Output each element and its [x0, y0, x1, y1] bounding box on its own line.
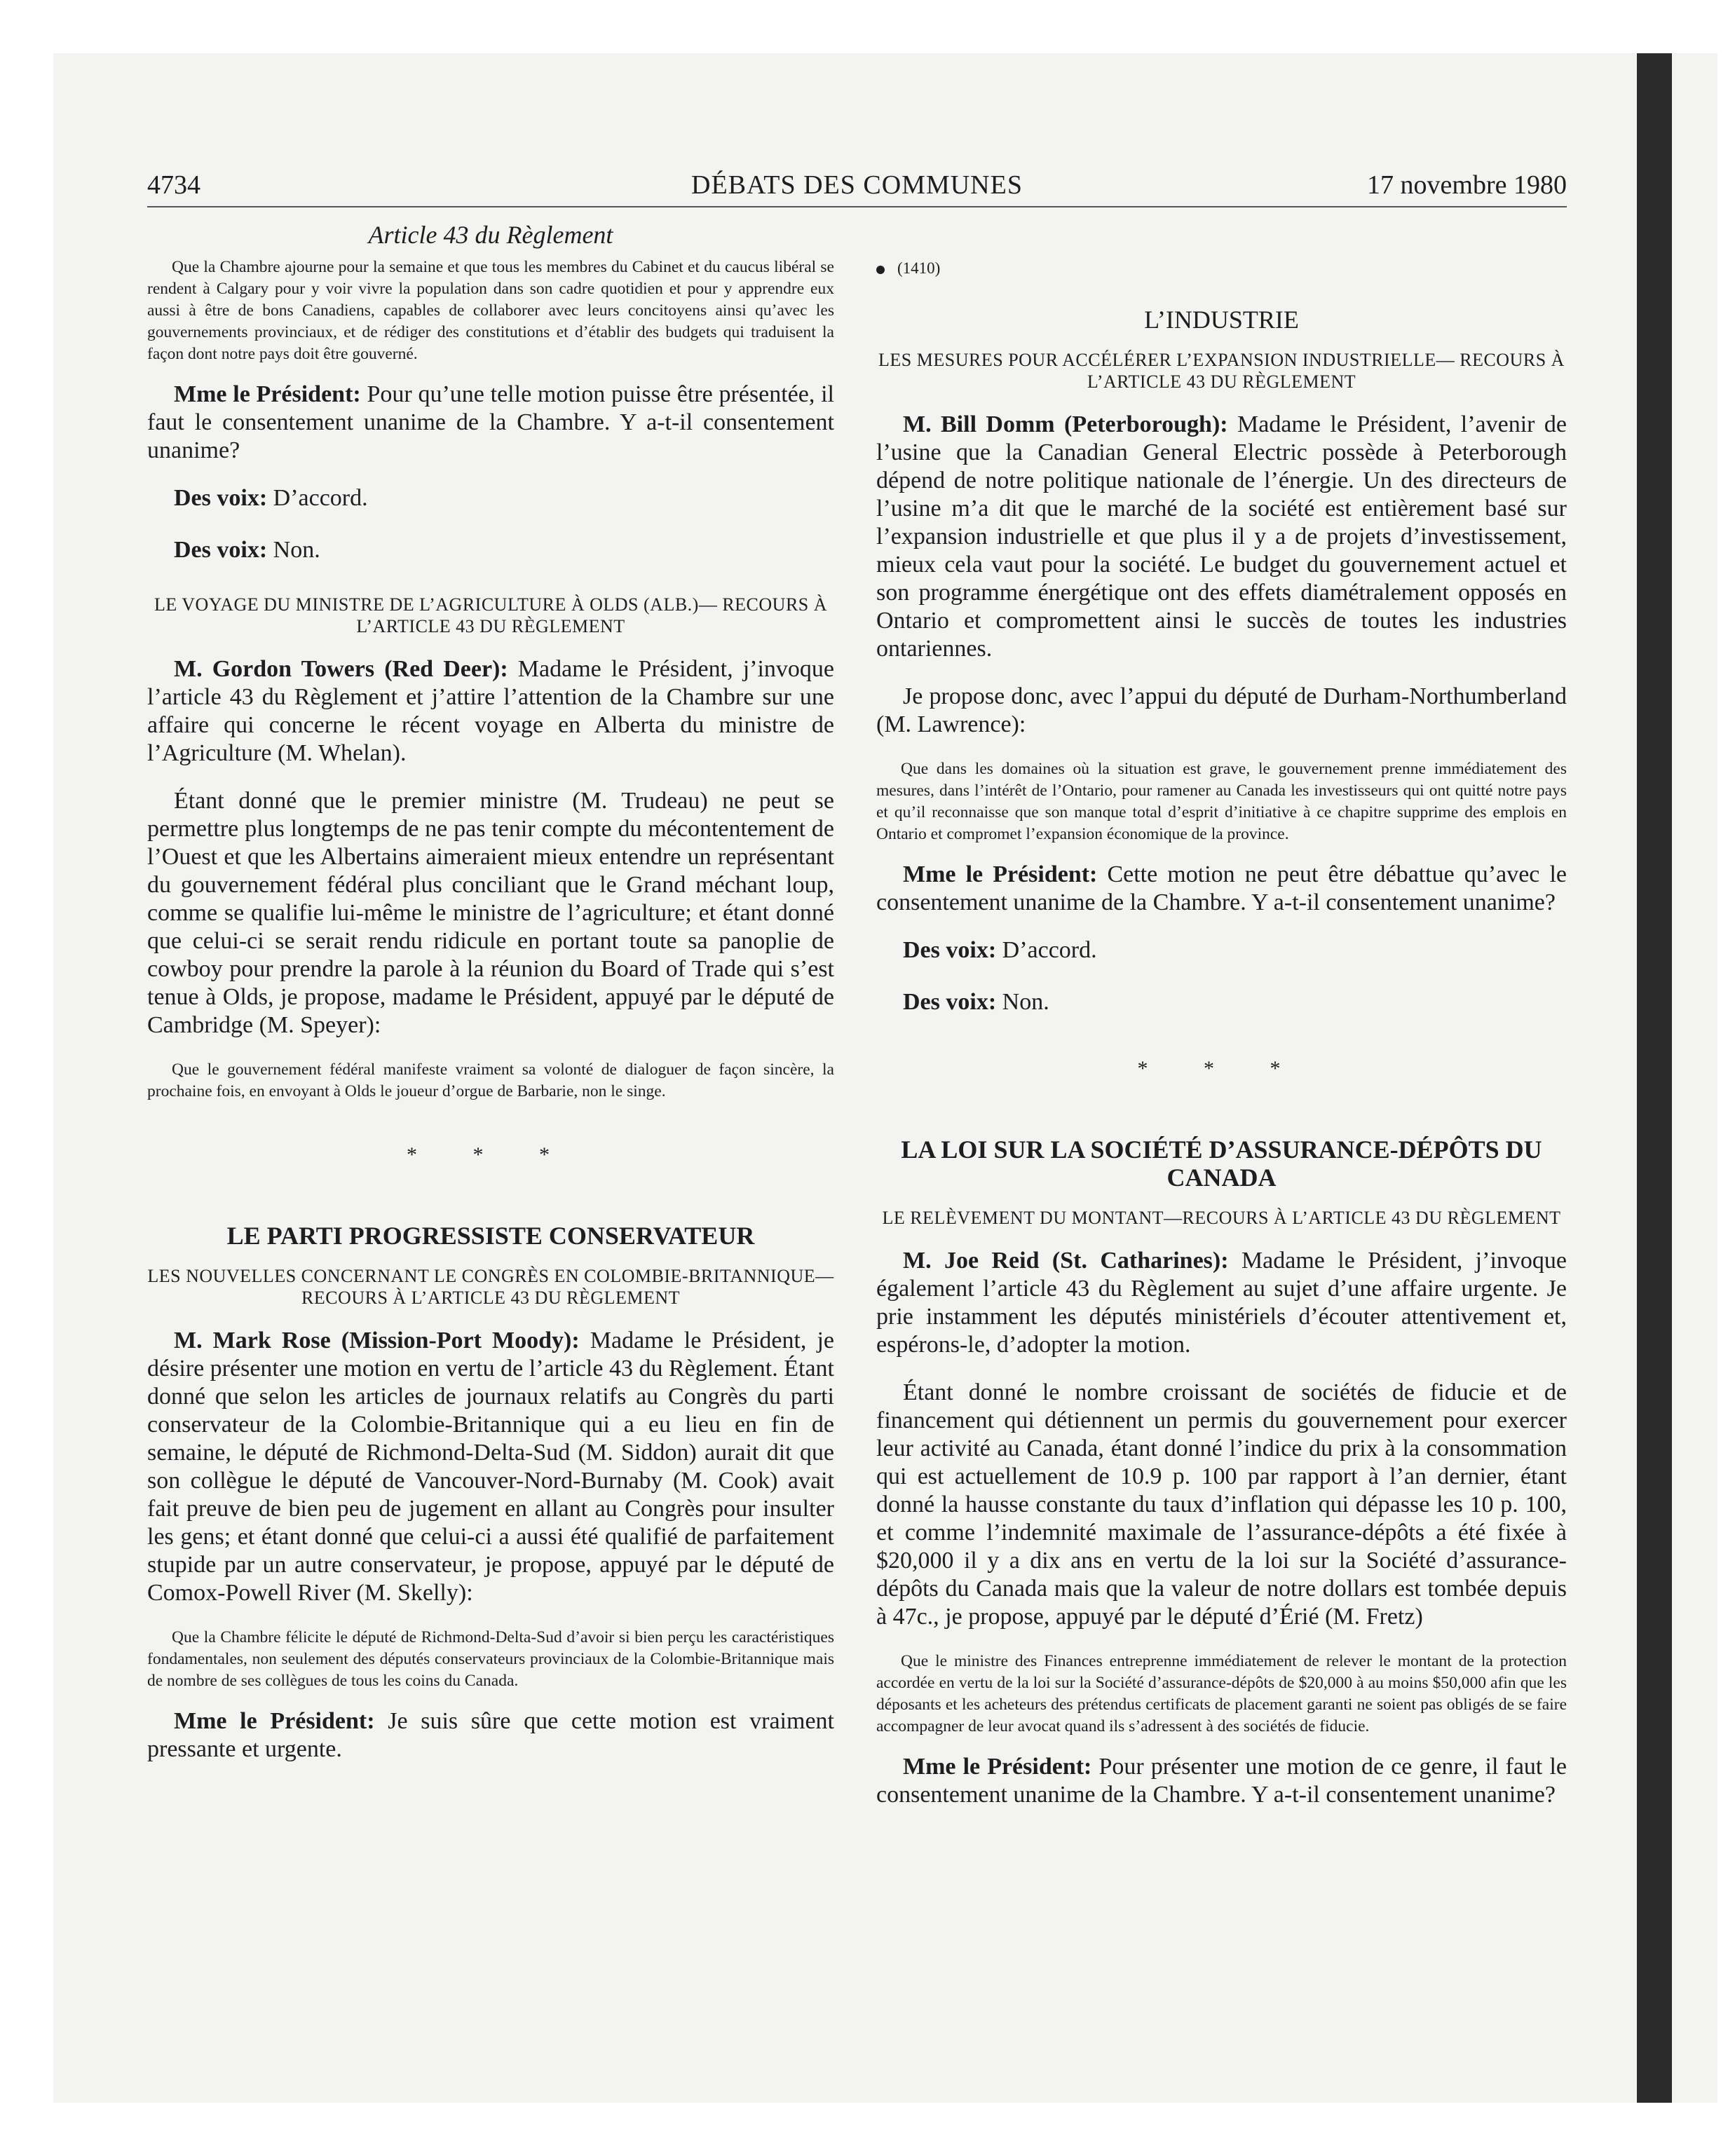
publication-title: DÉBATS DES COMMUNES	[691, 170, 1023, 200]
speech-text: Je suis sûre que cette motion est vraiment pressante et urgente.	[147, 1708, 834, 1762]
section-title: Article 43 du Règlement	[368, 221, 613, 249]
section-heading: LE PARTI PROGRESSISTE CONSERVATEUR	[226, 1222, 755, 1250]
publication-date: 17 novembre 1980	[1367, 170, 1567, 200]
speech-text: Pour présenter une motion de ce genre, il faut le consentement unanime de la Chambre. Y a-t-il consentement unanime?	[876, 1754, 1567, 1808]
speech-text: D’accord.	[267, 485, 368, 511]
speech-text: Madame le Président, je désire présenter une motion en vertu de l’article 43 du Règlement. Étant donné que selon les articles de journaux relatifs au Congrès du parti conservateur de la Colombie-Britannique qui a eu lieu en fin de semaine, le député de Richmond-Delta-Sud (M. Siddon) aurait dit que son collègue le député de Vancouver-Nord-Burnaby (M. Cook) avait fait preuve de bien peu de jugement en allant au Congrès pour insulter les gens; et étant donné que celui-ci a aussi été qualifié de parfaitement stupide par un autre conservateur, je propose, appuyé par le député de Comox-Powell River (M. Skelly):	[147, 1328, 835, 1606]
speaker-name: Mme le Président:	[174, 1708, 375, 1734]
speaker-name: Mme le Président:	[174, 381, 361, 407]
speech	[876, 411, 1567, 663]
right-column	[876, 210, 1567, 1829]
speech-text: Madame le Président, j’invoque l’article 43 du Règlement et j’attire l’attention de la Chambre sur une affaire qui concerne le récent voyage en Alberta du ministre de l’Agriculture (M. Whelan).	[147, 656, 834, 766]
speaker-name: Mme le Président:	[903, 1754, 1092, 1780]
voice-response	[147, 484, 834, 512]
scan-border	[1637, 53, 1672, 2103]
left-column	[147, 210, 834, 1783]
speaker-name: Mme le Président:	[903, 861, 1098, 887]
speaker-name: M. Joe Reid (St. Catharines):	[903, 1248, 1229, 1274]
speaker-name: Des voix:	[903, 937, 997, 963]
speech	[876, 861, 1567, 917]
subheading: LES MESURES POUR ACCÉLÉRER L’EXPANSION INDUSTRIELLE— RECOURS À L’ARTICLE 43 DU RÈGLEMENT	[878, 350, 1565, 392]
speech	[147, 1327, 834, 1607]
motion-text: Que dans les domaines où la situation est grave, le gouvernement prenne immédiatement des mesures, dans l’intérêt de l’Ontario, pour ramener au Canada les investisseurs qui ont quitté notre pays et qu’il reconnaisse que son manque total d’esprit d’initiative à ce chapitre supprime des emplois en Ontario et compromet l’expansion économique de la province.	[876, 760, 1567, 843]
speaker-name: Des voix:	[174, 537, 268, 563]
section-separator: * * *	[407, 1143, 575, 1166]
speech	[876, 1247, 1567, 1359]
speech-text: Non.	[267, 537, 320, 563]
section-heading: LA LOI SUR LA SOCIÉTÉ D’ASSURANCE-DÉPÔTS DU CANADA	[901, 1135, 1542, 1192]
voice-response	[147, 536, 834, 564]
speaker-name: M. Mark Rose (Mission-Port Moody):	[174, 1328, 580, 1353]
speaker-name: Des voix:	[903, 989, 997, 1015]
speech-text: Madame le Président, j’invoque également l’article 43 du Règlement au sujet d’une affaire urgente. Je prie instamment les députés ministériels d’écouter attentivement et, espérons-le, d’adopter la motion.	[876, 1248, 1567, 1358]
speech	[147, 1707, 834, 1763]
motion-text: Que la Chambre félicite le député de Richmond-Delta-Sud d’avoir si bien perçu les caractéristiques fondamentales, non seulement des députés conservateurs provinciaux de la Colombie-Britannique mais de nombre de ses collègues de tous les coins du Canada.	[147, 1628, 834, 1690]
page-number: 4734	[147, 170, 200, 200]
speech-text: Cette motion ne peut être débattue qu’avec le consentement unanime de la Chambre. Y a-t-il consentement unanime?	[876, 861, 1567, 915]
motion-text: Que la Chambre ajourne pour la semaine et que tous les membres du Cabinet et du caucus libéral se rendent à Calgary pour y voir vivre la population dans son cadre quotidien et pour y apprendre eux aussi à être de bons Canadiens, capables de collaborer avec leurs concitoyens ainsi qu’avec les gouvernements provinciaux, et de rédiger des constitutions et d’établir des budgets qui traduisent la façon dont notre pays doit être gouverné.	[147, 258, 834, 363]
speech-text: D’accord.	[996, 937, 1097, 963]
speech-text: Madame le Président, l’avenir de l’usine que la Canadian General Electric possède à Peterborough dépend de notre politique nationale de l’énergie. Un des directeurs de l’usine m’a dit que le marché de la société est entièrement basé sur l’expansion industrielle et que plus il y a de projets d’investissement, mieux cela vaut pour la société. Le budget du gouvernement actuel et son programme énergétique ont des effets diamétralement opposés en Ontario et compromettent ainsi le succès de toutes les industries ontariennes.	[876, 411, 1567, 662]
timestamp: (1410)	[876, 259, 1567, 278]
speaker-name: M. Bill Domm (Peterborough):	[903, 411, 1228, 437]
speech-paragraph: Étant donné que le premier ministre (M. Trudeau) ne peut se permettre plus longtemps de ne pas tenir compte du mécontentement de l’Ouest et que les Albertains aimeraient mieux entendre un représentant du gouvernement fédéral plus conciliant que le Grand méchant loup, comme se qualifie lui-même le ministre de l’agriculture; et étant donné que celui-ci se serait rendu ridicule en portant toute sa panoplie de cowboy pour prendre la parole à la réunion du Board of Trade qui s’est tenue à Olds, je propose, madame le Président, appuyé par le député de Cambridge (M. Speyer):	[147, 788, 834, 1038]
speaker-name: Des voix:	[174, 485, 268, 511]
speech	[147, 381, 834, 465]
subheading: LE RELÈVEMENT DU MONTANT—RECOURS À L’ARTICLE 43 DU RÈGLEMENT	[882, 1208, 1561, 1228]
voice-response	[876, 988, 1567, 1016]
bullet-dot-icon	[876, 266, 885, 274]
speech-text: Non.	[996, 989, 1049, 1015]
section-heading: L’INDUSTRIE	[1144, 306, 1299, 334]
page-header	[147, 165, 1567, 207]
motion-text: Que le gouvernement fédéral manifeste vraiment sa volonté de dialoguer de façon sincère, la prochaine fois, en envoyant à Olds le joueur d’orgue de Barbarie, non le singe.	[147, 1060, 834, 1100]
speech-paragraph: Étant donné le nombre croissant de sociétés de fiducie et de financement qui détiennent un permis du gouvernement pour exercer leur activité au Canada, étant donné l’indice du prix à la consommation qui est actuellement de 10.9 p. 100 par rapport à l’an dernier, étant donné la hausse constante du taux d’inflation qui dépasse les 10 p. 100, et comme l’indemnité maximale de l’assurance-dépôts a été fixée à $20,000 il y a dix ans en vertu de la loi sur la Société d’assurance-dépôts du Canada mais que la valeur de notre dollars est tombée depuis à 47c., je propose, appuyé par le député d’Érié (M. Fretz)	[876, 1379, 1567, 1630]
speaker-name: M. Gordon Towers (Red Deer):	[174, 656, 508, 682]
section-separator: * * *	[1137, 1057, 1306, 1080]
voice-response	[876, 936, 1567, 964]
speech	[876, 1753, 1567, 1809]
subheading: LES NOUVELLES CONCERNANT LE CONGRÈS EN COLOMBIE-BRITANNIQUE—RECOURS À L’ARTICLE 43 DU RÈGLEMENT	[147, 1266, 834, 1308]
speech	[147, 655, 834, 767]
speech-paragraph: Je propose donc, avec l’appui du député de Durham-Northumberland (M. Lawrence):	[876, 683, 1567, 737]
subheading: LE VOYAGE DU MINISTRE DE L’AGRICULTURE À OLDS (ALB.)— RECOURS À L’ARTICLE 43 DU RÈGLEMENT	[154, 594, 828, 636]
motion-text: Que le ministre des Finances entreprenne immédiatement de relever le montant de la protection accordée en vertu de la loi sur la Société d’assurance-dépôts de $20,000 à au moins $50,000 afin que les déposants et les acheteurs des prétendus certificats de placement garanti ne soient pas obligés de se faire accompagner de leur avocat quand ils s’adressent à des sociétés de fiducie.	[876, 1652, 1567, 1735]
speech-text: Pour qu’une telle motion puisse être présentée, il faut le consentement unanime de la Chambre. Y a-t-il consentement unanime?	[147, 381, 834, 463]
